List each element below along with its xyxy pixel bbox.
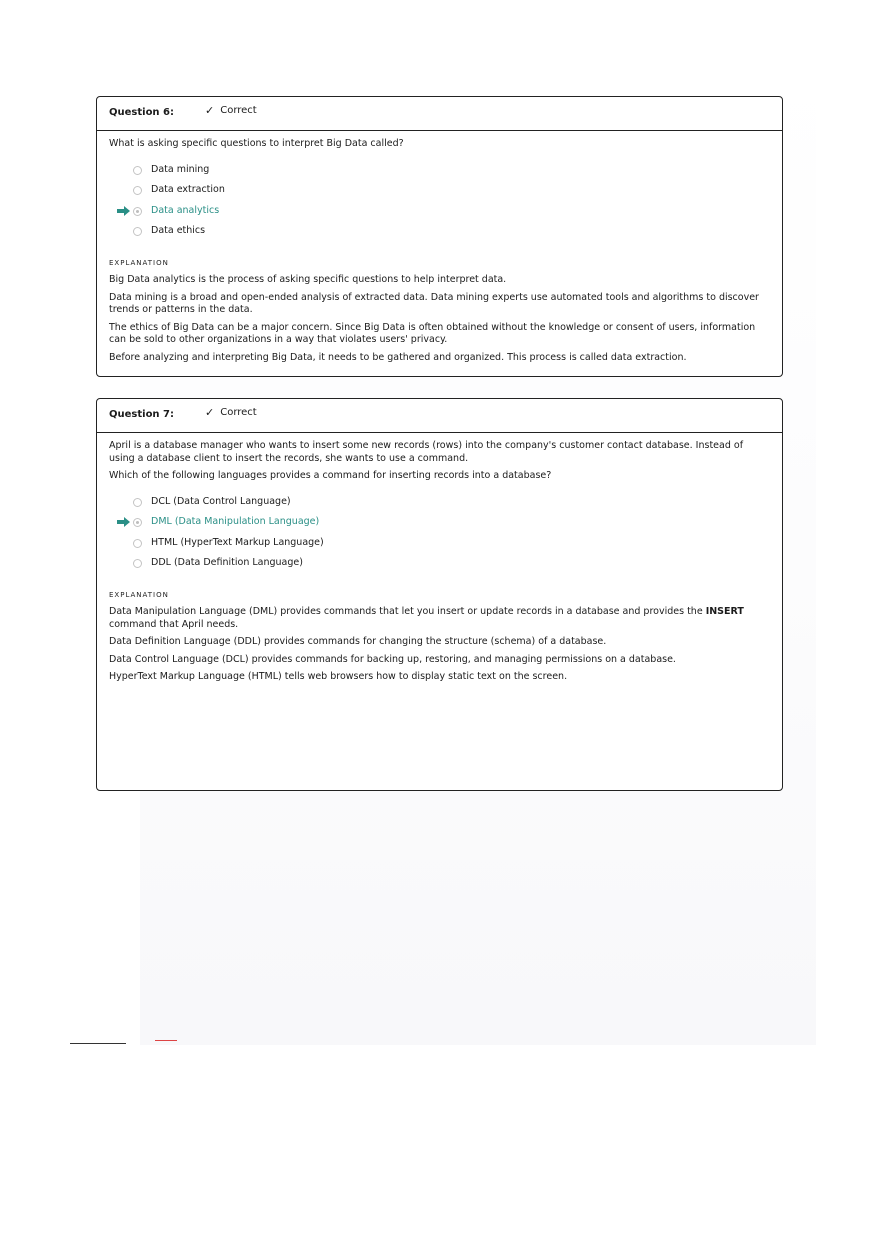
answer-option[interactable] bbox=[109, 183, 770, 204]
radio-button[interactable] bbox=[133, 186, 142, 195]
option-label: Data extraction bbox=[151, 184, 225, 195]
explanation-text: The ethics of Big Data can be a major concern. Since Big Data is often obtained without the knowledge or consent of users, information can be sold to other organizations in a way that violates users' privacy. bbox=[109, 321, 756, 345]
question-title: Question 7: bbox=[109, 409, 174, 420]
option-label: DML (Data Manipulation Language) bbox=[151, 516, 320, 527]
arrow-right-icon bbox=[117, 517, 130, 527]
arrow-right-icon bbox=[117, 206, 130, 216]
explanation-text: Data mining is a broad and open-ended analysis of extracted data. Data mining experts use automated tools and algorithms to discover trends or patterns in the data. bbox=[109, 291, 759, 315]
option-label: HTML (HyperText Markup Language) bbox=[151, 536, 324, 548]
question-prompt: What is asking specific questions to interpret Big Data called? bbox=[109, 138, 404, 149]
option-label: Data analytics bbox=[151, 204, 220, 216]
answer-options bbox=[109, 163, 770, 245]
option-label: DDL (Data Definition Language) bbox=[151, 557, 303, 568]
explanation-text: Data Definition Language (DDL) provides commands for changing the structure (schema) of a database. bbox=[109, 636, 607, 647]
option-label: Data ethics bbox=[151, 225, 206, 236]
explanation-text-part: command that April needs. bbox=[109, 618, 239, 630]
status-text: Correct bbox=[220, 105, 257, 116]
question-body bbox=[97, 131, 782, 364]
option-label: DCL (Data Control Language) bbox=[151, 495, 291, 507]
footer-divider bbox=[70, 1043, 126, 1044]
answer-option[interactable] bbox=[109, 224, 770, 245]
insert-keyword: INSERT bbox=[705, 606, 744, 617]
radio-button[interactable] bbox=[133, 539, 142, 548]
answer-option[interactable] bbox=[109, 163, 770, 184]
explanation-text: Data Control Language (DCL) provides commands for backing up, restoring, and managing permissions on a database. bbox=[109, 653, 676, 665]
question-prompt: Which of the following languages provides a command for inserting records into a database? bbox=[109, 470, 552, 481]
question-prompt: April is a database manager who wants to insert some new records (rows) into the company's customer contact database. Instead of using a database client to insert the records, she wants to use a command. bbox=[109, 440, 744, 464]
explanation-text: Big Data analytics is the process of asking specific questions to help interpret data. bbox=[109, 274, 507, 285]
question-title: Question 6: bbox=[109, 107, 174, 118]
explanation-heading: EXPLANATION bbox=[109, 590, 169, 599]
question-header bbox=[97, 399, 782, 433]
status-badge bbox=[205, 406, 257, 419]
answer-option[interactable] bbox=[109, 556, 770, 577]
footer-mark bbox=[155, 1040, 177, 1045]
checkmark-icon: ✓ bbox=[205, 104, 215, 117]
explanation-text: Before analyzing and interpreting Big Data, it needs to be gathered and organized. This process is called data extraction. bbox=[109, 351, 687, 363]
radio-button-selected[interactable] bbox=[133, 207, 142, 216]
radio-button[interactable] bbox=[133, 498, 142, 507]
radio-button[interactable] bbox=[133, 166, 142, 175]
answer-options bbox=[109, 495, 770, 577]
explanation-text bbox=[109, 606, 770, 631]
status-text: Correct bbox=[220, 407, 257, 418]
explanation-heading: EXPLANATION bbox=[109, 258, 169, 267]
question-header bbox=[97, 97, 782, 131]
question-body bbox=[97, 433, 782, 684]
answer-option-selected[interactable] bbox=[109, 204, 770, 225]
radio-button[interactable] bbox=[133, 559, 142, 568]
explanation-text: HyperText Markup Language (HTML) tells web browsers how to display static text on the screen. bbox=[109, 671, 568, 682]
answer-option[interactable] bbox=[109, 536, 770, 557]
option-label: Data mining bbox=[151, 163, 210, 175]
question-7-card bbox=[96, 398, 783, 791]
status-badge bbox=[205, 104, 257, 117]
radio-button[interactable] bbox=[133, 227, 142, 236]
answer-option-selected[interactable] bbox=[109, 515, 770, 536]
question-6-card bbox=[96, 96, 783, 377]
explanation-text-part: Data Manipulation Language (DML) provides commands that let you insert or update records in a database and provides the bbox=[109, 606, 706, 617]
checkmark-icon: ✓ bbox=[205, 406, 215, 419]
radio-button-selected[interactable] bbox=[133, 518, 142, 527]
answer-option[interactable] bbox=[109, 495, 770, 516]
